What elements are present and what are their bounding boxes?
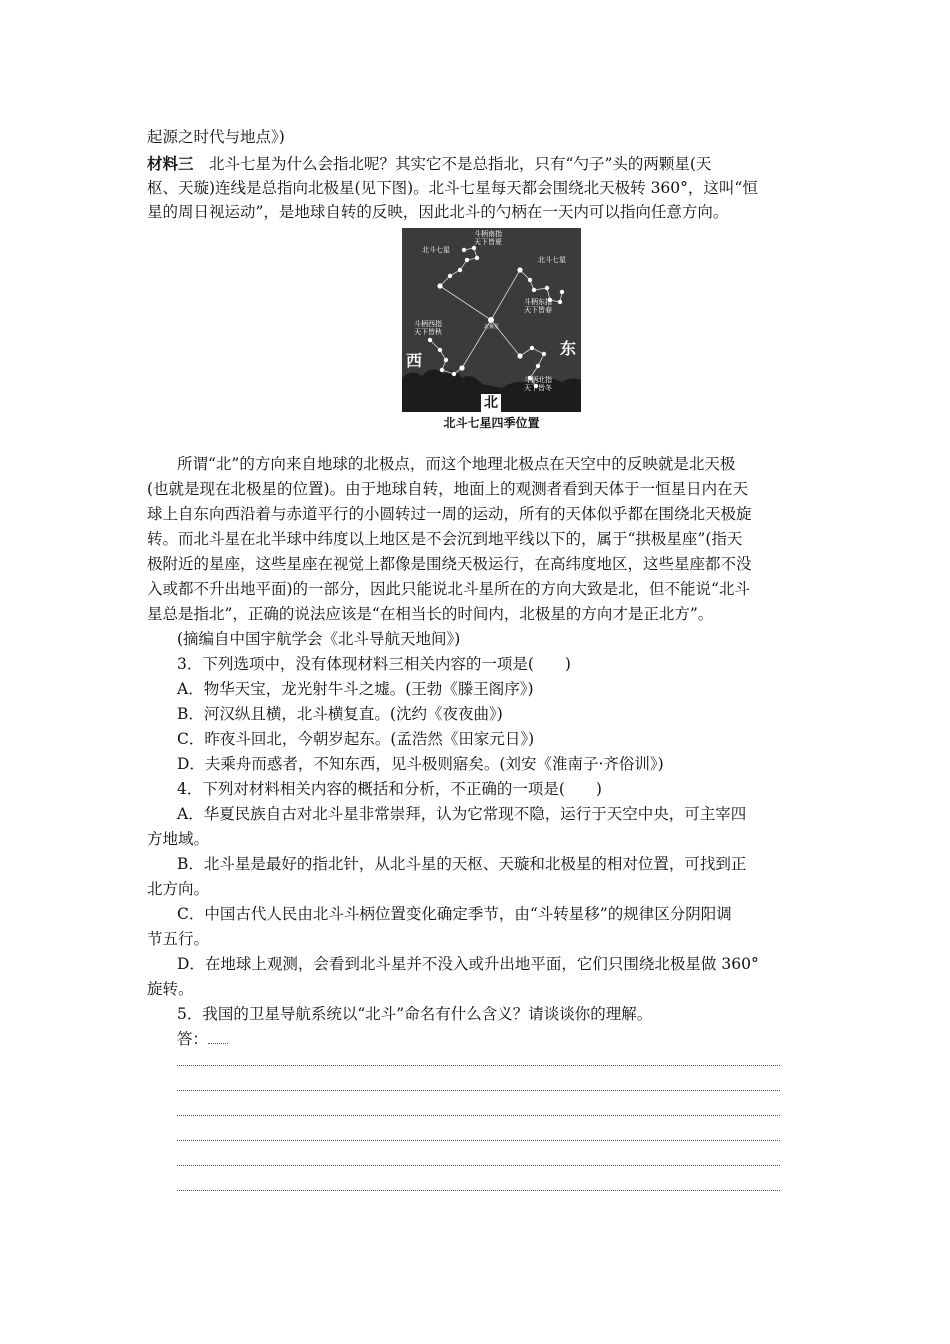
option-4b-cont: 北方向。 — [147, 880, 210, 898]
answer-line[interactable] — [177, 1140, 780, 1141]
label-beidou-top: 北斗七星 — [422, 246, 450, 254]
direction-west: 西 — [406, 351, 423, 370]
material-three-label: 材料三 — [147, 154, 194, 173]
answer-line[interactable] — [177, 1115, 780, 1116]
question-5: 5．我国的卫星导航系统以“北斗”命名有什么含义？请谈谈你的理解。 — [177, 1005, 653, 1023]
text-line: (也就是现在北极星的位置)。由于地球自转，地面上的观测者看到天体于一恒星日内在天 — [147, 480, 749, 498]
option-4d-cont: 旋转。 — [147, 980, 194, 998]
label-beidou-right: 北斗七星 — [538, 256, 566, 264]
option-3a: A．物华天宝，龙光射牛斗之墟。(王勃《滕王阁序》) — [177, 680, 534, 698]
label-polaris: 北极星 — [484, 324, 500, 330]
question-4: 4．下列对材料相关内容的概括和分析，不正确的一项是( ) — [177, 780, 602, 798]
label-spring: 斗柄东指 天下皆春 — [524, 298, 552, 314]
text-span: 北斗七星为什么会指北呢？其实它不是总指北，只有“勺子”头的两颗星(天 — [209, 155, 712, 173]
option-4c-cont: 节五行。 — [147, 930, 210, 948]
text-line: 星的周日视运动”，是地球自转的反映，因此北斗的勺柄在一天内可以指向任意方向。 — [147, 203, 729, 221]
answer-label: 答： — [177, 1030, 209, 1048]
text-line: 入或都不升出地平面)的一部分，因此只能说北斗星所在的方向大致是北，但不能说“北斗 — [147, 580, 750, 598]
answer-line[interactable] — [177, 1190, 780, 1191]
text-line: 极附近的星座，这些星座在视觉上都像是围绕天极运行，在高纬度地区，这些星座都不没 — [147, 555, 752, 573]
figure-caption: 北斗七星四季位置 — [443, 416, 540, 430]
text-line: 球上自东向西沿着与赤道平行的小圆转过一周的运动，所有的天体似乎都在围绕北天极旋 — [147, 505, 752, 523]
answer-line[interactable] — [177, 1090, 780, 1091]
answer-line[interactable] — [177, 1165, 780, 1166]
option-4c: C．中国古代人民由北斗斗柄位置变化确定季节，由“斗转星移”的规律区分阴阳调 — [177, 905, 732, 923]
direction-east: 东 — [560, 339, 577, 358]
text-line: 枢、天璇)连线是总指向北极星(见下图)。北斗七星每天都会围绕北天极转 360°，这叫“恒 — [147, 179, 758, 197]
answer-line[interactable] — [177, 1065, 780, 1066]
label-autumn: 斗柄西指 天下皆秋 — [414, 320, 442, 336]
text-line: 所谓“北”的方向来自地球的北极点，而这个地理北极点在天空中的反映就是北天极 — [177, 455, 736, 473]
label-summer: 斗柄南指 天下皆夏 — [474, 230, 502, 246]
option-4b: B．北斗星是最好的指北针，从北斗星的天枢、天璇和北极星的相对位置，可找到正 — [177, 855, 747, 873]
option-4a-cont: 方地域。 — [147, 830, 210, 848]
text-line: 起源之时代与地点》) — [147, 128, 285, 146]
label-winter: 斗柄北指 天下皆冬 — [524, 376, 552, 392]
question-3: 3．下列选项中，没有体现材料三相关内容的一项是( ) — [177, 655, 571, 673]
big-dipper-figure — [402, 228, 581, 412]
direction-north: 北 — [481, 394, 501, 412]
text-line: 转。而北斗星在北半球中纬度以上地区是不会沉到地平线以下的，属于“拱极星座”(指天 — [147, 530, 743, 548]
option-4d: D．在地球上观测，会看到北斗星并不没入或升出地平面，它们只围绕北极星做 360° — [177, 955, 759, 973]
option-3d: D．夫乘舟而惑者，不知东西，见斗极则寤矣。(刘安《淮南子·齐俗训》) — [177, 755, 664, 773]
material-three-line — [147, 152, 711, 176]
option-3c: C．昨夜斗回北，今朝岁起东。(孟浩然《田家元日》) — [177, 730, 535, 748]
option-4a: A．华夏民族自古对北斗星非常崇拜，认为它常现不隐，运行于天空中央，可主宰四 — [177, 805, 747, 823]
option-3b: B．河汉纵且横，北斗横复直。(沈约《夜夜曲》) — [177, 705, 503, 723]
answer-stub-line[interactable] — [208, 1043, 228, 1044]
text-line: 星总是指北”，正确的说法应该是“在相当长的时间内，北极星的方向才是正北方”。 — [147, 605, 714, 623]
source-line: (摘编自中国宇航学会《北斗导航天地间》) — [177, 630, 461, 648]
